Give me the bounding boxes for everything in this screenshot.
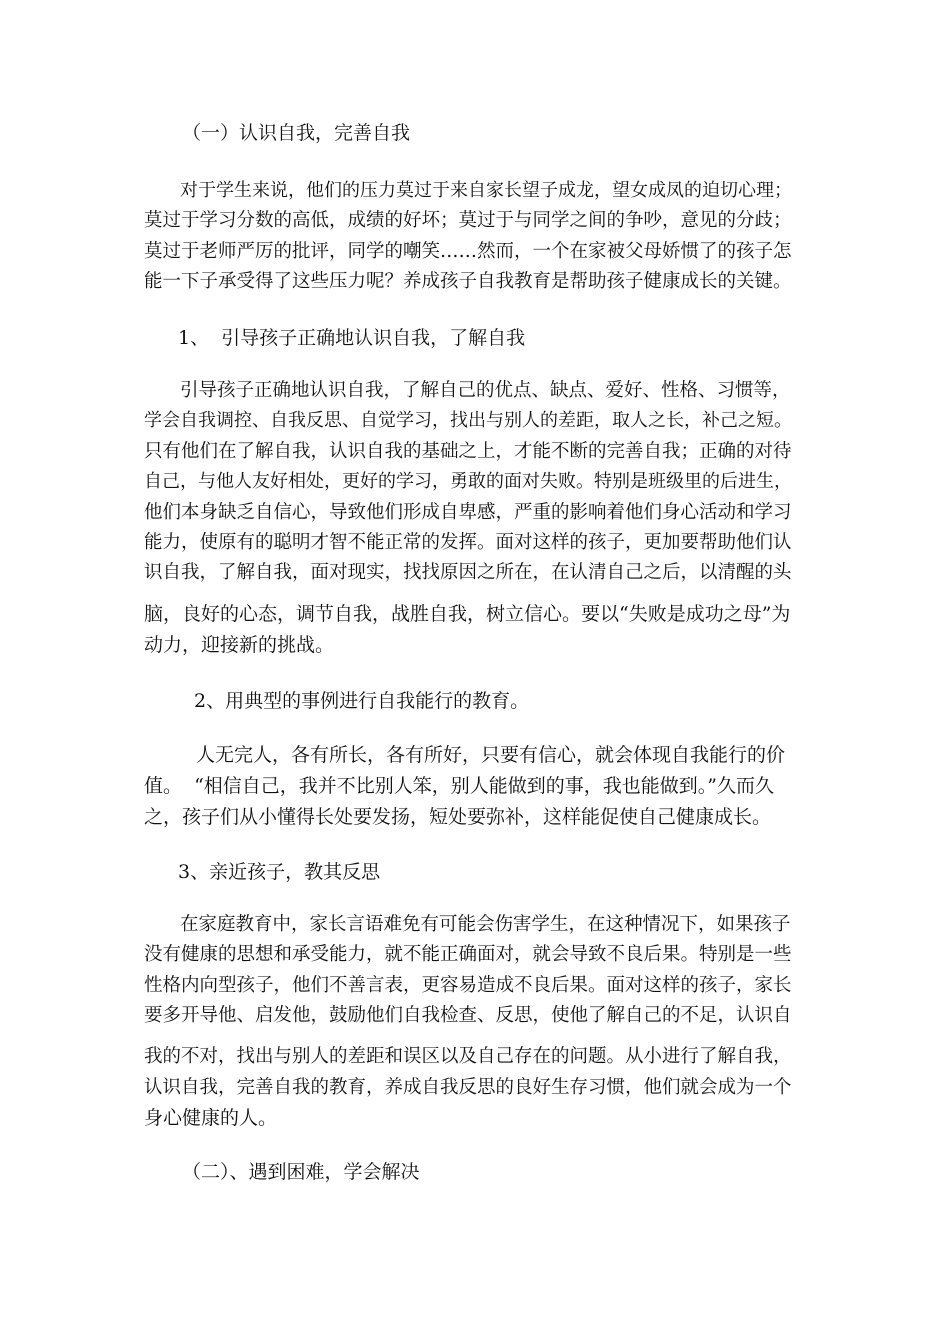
paragraph-line: 能力，使原有的聪明才智不能正常的发挥。面对这样的孩子，更加要帮助他们认 xyxy=(144,532,792,553)
item-heading-3: 3、亲近孩子，教其反思 xyxy=(178,861,381,883)
paragraph-line: 性格内向型孩子，他们不善言表，更容易造成不良后果。面对这样的孩子，家长 xyxy=(144,975,792,996)
paragraph-line: 莫过于学习分数的高低，成绩的好坏；莫过于与同学之间的争吵，意见的分歧； xyxy=(144,210,792,231)
paragraph-line: 身心健康的人。 xyxy=(144,1107,278,1129)
paragraph-line: 要多开导他、启发他，鼓励他们自我检查、反思，使他了解自己的不足，认识自 xyxy=(144,1005,792,1026)
paragraph-line: 在家庭教育中，家长言语难免有可能会伤害学生，在这种情况下，如果孩子 xyxy=(180,914,791,935)
paragraph-line: 对于学生来说，他们的压力莫过于来自家长望子成龙，望女成凤的迫切心理； xyxy=(180,180,792,201)
paragraph-line: 脑，良好的心态，调节自我，战胜自我，树立信心。要以“失败是成功之母”为 xyxy=(144,603,791,625)
paragraph-line: 只有他们在了解自我，认识自我的基础之上，才能不断的完善自我；正确的对待 xyxy=(144,441,792,462)
paragraph-line: 认识自我，完善自我的教育，养成自我反思的良好生存习惯，他们就会成为一个 xyxy=(144,1077,792,1098)
paragraph-line: 莫过于老师严厉的批评，同学的嘲笑……然而，一个在家被父母娇惯了的孩子怎 xyxy=(144,241,792,262)
section-heading-1: （一）认识自我，完善自我 xyxy=(182,122,411,144)
paragraph-line: 没有健康的思想和承受能力，就不能正确面对，就会导致不良后果。特别是一些 xyxy=(144,944,792,965)
paragraph-line: 学会自我调控、自我反思、自觉学习，找出与别人的差距，取人之长，补己之短。 xyxy=(144,410,792,431)
item-heading-1: 1、 引导孩子正确地认识自我，了解自我 xyxy=(178,327,526,349)
paragraph-line: 识自我，了解自我，面对现实，找找原因之所在，在认清自己之后，以清醒的头 xyxy=(144,562,792,583)
paragraph-line: 人无完人，各有所长，各有所好，只要有信心，就会体现自我能行的价 xyxy=(196,744,786,766)
paragraph-line: 我的不对，找出与别人的差距和误区以及自己存在的问题。从小进行了解自我， xyxy=(144,1046,792,1067)
paragraph-line: 之，孩子们从小懂得长处要发扬，短处要弥补，这样能促使自己健康成长。 xyxy=(144,806,772,828)
section-heading-2: （二）、遇到困难，学会解决 xyxy=(182,1161,420,1183)
paragraph-line: 动力，迎接新的挑战。 xyxy=(144,634,335,656)
paragraph-line: 引导孩子正确地认识自我，了解自己的优点、缺点、爱好、性格、习惯等， xyxy=(180,380,791,401)
paragraph-line: 能一下子承受得了这些压力呢？养成孩子自我教育是帮助孩子健康成长的关键。 xyxy=(144,271,792,292)
paragraph-line: 自己，与他人友好相处，更好的学习，勇敢的面对失败。特别是班级里的后进生， xyxy=(144,471,792,492)
paragraph-line: 他们本身缺乏自信心，导致他们形成自卑感，严重的影响着他们身心活动和学习 xyxy=(144,502,792,523)
paragraph-line: 值。 “相信自己，我并不比别人笨，别人能做到的事，我也能做到。”久而久 xyxy=(144,775,775,797)
item-heading-2: 2、用典型的事例进行自我能行的教育。 xyxy=(194,690,530,712)
